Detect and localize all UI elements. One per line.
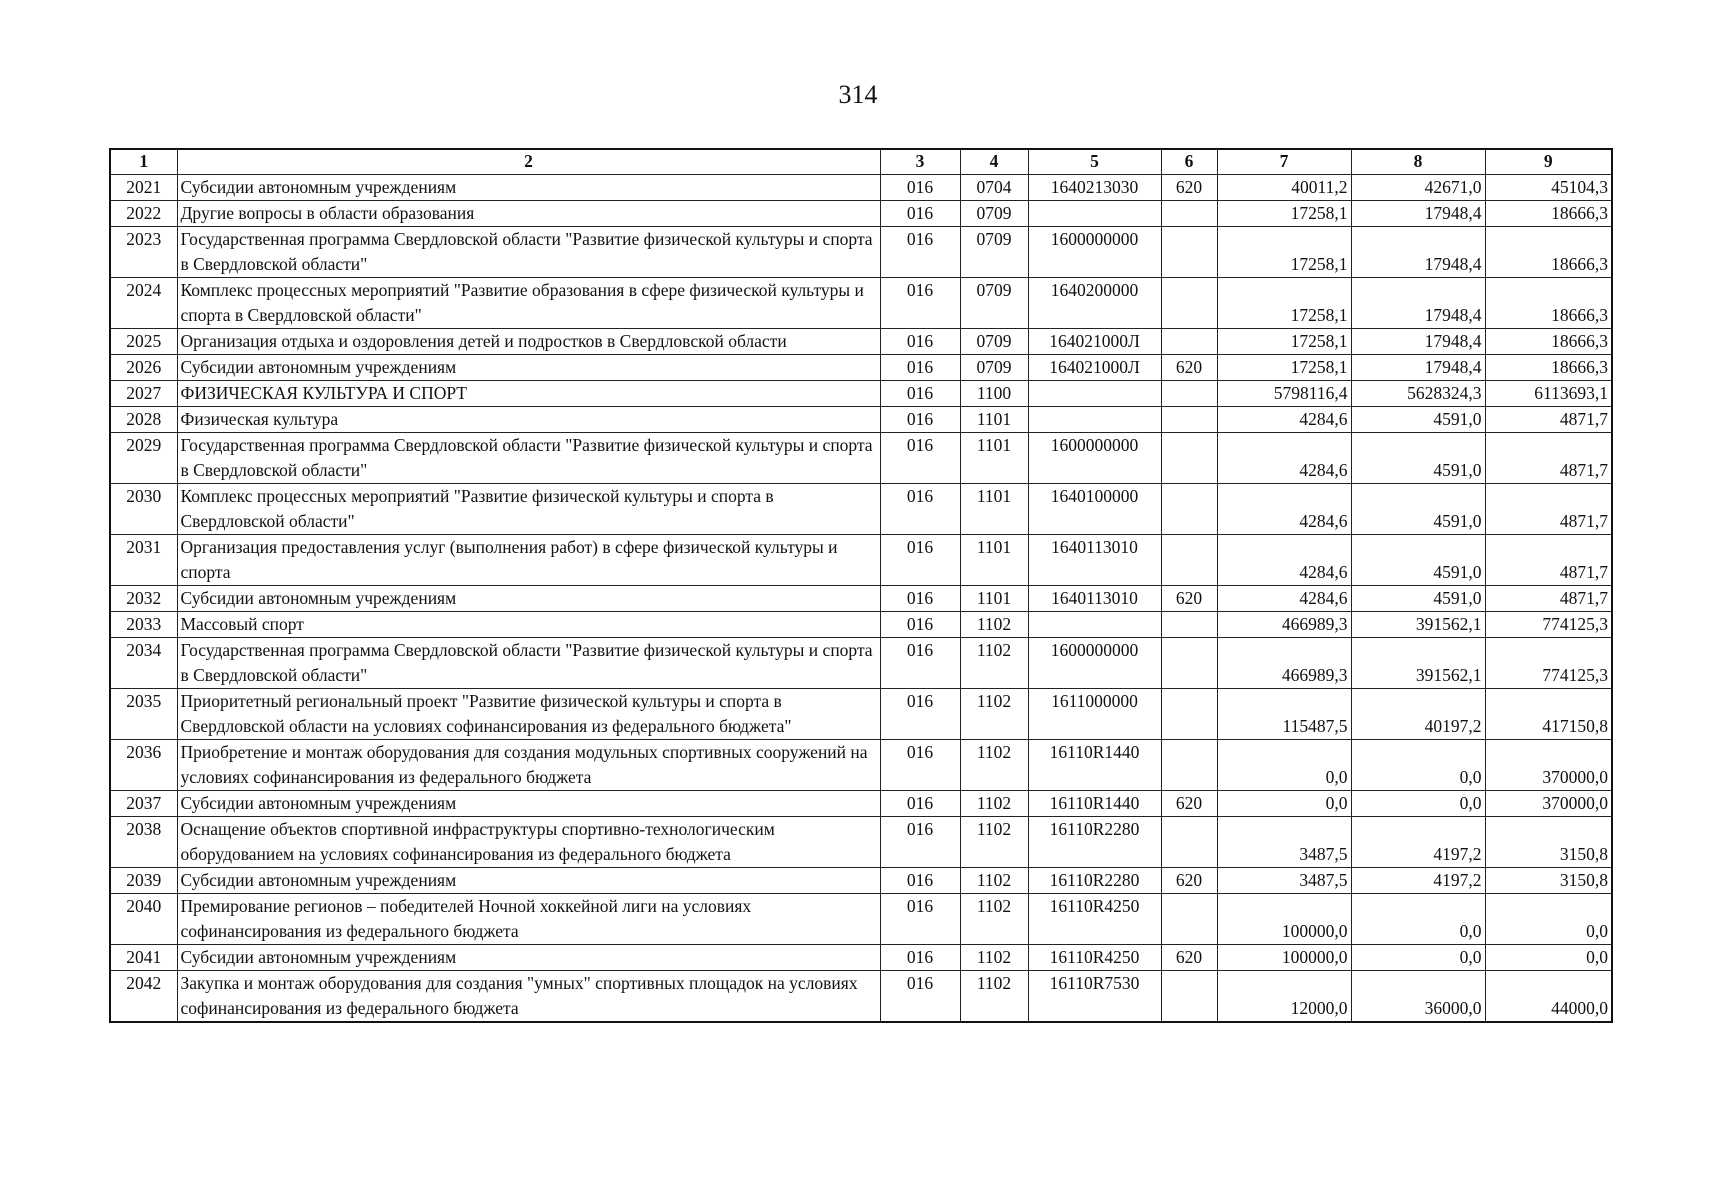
row-section-code: 1101 — [960, 484, 1028, 535]
row-value-col9: 18666,3 — [1485, 355, 1612, 381]
table-row — [110, 227, 1612, 278]
row-expense-type — [1161, 381, 1217, 407]
row-ministry-code: 016 — [880, 638, 960, 689]
row-target-code: 16110R4250 — [1028, 945, 1161, 971]
row-value-col8: 4591,0 — [1351, 433, 1485, 484]
row-value-col7: 17258,1 — [1217, 227, 1351, 278]
row-section-code: 1102 — [960, 791, 1028, 817]
row-number: 2023 — [110, 227, 177, 278]
row-value-col7: 466989,3 — [1217, 638, 1351, 689]
row-target-code: 16110R4250 — [1028, 894, 1161, 945]
row-name: Субсидии автономным учреждениям — [177, 868, 880, 894]
row-section-code: 1102 — [960, 612, 1028, 638]
row-expense-type — [1161, 407, 1217, 433]
table-row — [110, 278, 1612, 329]
row-number: 2030 — [110, 484, 177, 535]
row-value-col8: 0,0 — [1351, 945, 1485, 971]
col-header-5: 5 — [1028, 149, 1161, 175]
table-row — [110, 484, 1612, 535]
row-expense-type — [1161, 612, 1217, 638]
row-target-code: 1600000000 — [1028, 227, 1161, 278]
row-expense-type: 620 — [1161, 175, 1217, 201]
row-value-col9: 45104,3 — [1485, 175, 1612, 201]
row-number: 2025 — [110, 329, 177, 355]
table-row — [110, 612, 1612, 638]
col-header-6: 6 — [1161, 149, 1217, 175]
row-expense-type: 620 — [1161, 945, 1217, 971]
row-value-col9: 0,0 — [1485, 945, 1612, 971]
row-value-col7: 5798116,4 — [1217, 381, 1351, 407]
row-section-code: 0709 — [960, 227, 1028, 278]
row-ministry-code: 016 — [880, 329, 960, 355]
row-value-col9: 3150,8 — [1485, 868, 1612, 894]
row-value-col9: 4871,7 — [1485, 586, 1612, 612]
row-name: Массовый спорт — [177, 612, 880, 638]
row-value-col9: 18666,3 — [1485, 201, 1612, 227]
row-number: 2033 — [110, 612, 177, 638]
row-value-col7: 17258,1 — [1217, 329, 1351, 355]
table-row — [110, 689, 1612, 740]
row-target-code: 16110R1440 — [1028, 740, 1161, 791]
table-row — [110, 407, 1612, 433]
row-ministry-code: 016 — [880, 227, 960, 278]
row-value-col9: 774125,3 — [1485, 612, 1612, 638]
row-value-col8: 0,0 — [1351, 791, 1485, 817]
row-value-col8: 4591,0 — [1351, 535, 1485, 586]
row-value-col7: 17258,1 — [1217, 201, 1351, 227]
row-ministry-code: 016 — [880, 612, 960, 638]
row-value-col8: 5628324,3 — [1351, 381, 1485, 407]
row-expense-type — [1161, 740, 1217, 791]
row-name: Субсидии автономным учреждениям — [177, 355, 880, 381]
row-ministry-code: 016 — [880, 278, 960, 329]
row-ministry-code: 016 — [880, 433, 960, 484]
row-name: Оснащение объектов спортивной инфраструктуры спортивно-технологическим оборудованием на условиях софинансирования из федерального бюджета — [177, 817, 880, 868]
row-name: Субсидии автономным учреждениям — [177, 791, 880, 817]
row-name: Государственная программа Свердловской области "Развитие физической культуры и спорта в Свердловской области" — [177, 433, 880, 484]
col-header-3: 3 — [880, 149, 960, 175]
row-value-col9: 0,0 — [1485, 894, 1612, 945]
row-name: Субсидии автономным учреждениям — [177, 586, 880, 612]
row-expense-type: 620 — [1161, 586, 1217, 612]
row-value-col8: 4591,0 — [1351, 484, 1485, 535]
row-ministry-code: 016 — [880, 971, 960, 1023]
row-name: Государственная программа Свердловской области "Развитие физической культуры и спорта в Свердловской области" — [177, 227, 880, 278]
row-value-col7: 100000,0 — [1217, 894, 1351, 945]
row-ministry-code: 016 — [880, 945, 960, 971]
header-row — [110, 149, 1612, 175]
row-ministry-code: 016 — [880, 586, 960, 612]
row-value-col9: 370000,0 — [1485, 740, 1612, 791]
row-value-col7: 4284,6 — [1217, 484, 1351, 535]
row-expense-type — [1161, 894, 1217, 945]
row-section-code: 1101 — [960, 433, 1028, 484]
row-number: 2034 — [110, 638, 177, 689]
table-row — [110, 740, 1612, 791]
row-expense-type: 620 — [1161, 791, 1217, 817]
row-value-col8: 17948,4 — [1351, 278, 1485, 329]
row-name: Комплекс процессных мероприятий "Развитие физической культуры и спорта в Свердловской области" — [177, 484, 880, 535]
row-value-col8: 42671,0 — [1351, 175, 1485, 201]
row-number: 2038 — [110, 817, 177, 868]
row-value-col7: 40011,2 — [1217, 175, 1351, 201]
row-expense-type: 620 — [1161, 355, 1217, 381]
row-value-col7: 4284,6 — [1217, 586, 1351, 612]
row-number: 2028 — [110, 407, 177, 433]
row-section-code: 1101 — [960, 586, 1028, 612]
col-header-9: 9 — [1485, 149, 1612, 175]
row-number: 2039 — [110, 868, 177, 894]
page-number: 314 — [838, 80, 878, 109]
table-row — [110, 945, 1612, 971]
row-value-col9: 417150,8 — [1485, 689, 1612, 740]
table-row — [110, 355, 1612, 381]
row-section-code: 1102 — [960, 894, 1028, 945]
row-section-code: 1102 — [960, 689, 1028, 740]
row-expense-type — [1161, 433, 1217, 484]
row-ministry-code: 016 — [880, 484, 960, 535]
table-row — [110, 535, 1612, 586]
row-number: 2032 — [110, 586, 177, 612]
row-target-code: 1640213030 — [1028, 175, 1161, 201]
row-target-code — [1028, 407, 1161, 433]
row-target-code: 1600000000 — [1028, 433, 1161, 484]
table-body — [110, 175, 1612, 1023]
row-section-code: 1102 — [960, 868, 1028, 894]
row-ministry-code: 016 — [880, 868, 960, 894]
row-name: ФИЗИЧЕСКАЯ КУЛЬТУРА И СПОРТ — [177, 381, 880, 407]
row-value-col7: 3487,5 — [1217, 868, 1351, 894]
row-ministry-code: 016 — [880, 175, 960, 201]
row-target-code: 16110R1440 — [1028, 791, 1161, 817]
row-number: 2042 — [110, 971, 177, 1023]
row-target-code: 1600000000 — [1028, 638, 1161, 689]
row-expense-type — [1161, 689, 1217, 740]
row-name: Премирование регионов – победителей Ночной хоккейной лиги на условиях софинансирования из федерального бюджета — [177, 894, 880, 945]
row-value-col7: 4284,6 — [1217, 407, 1351, 433]
row-section-code: 0709 — [960, 201, 1028, 227]
table-row — [110, 201, 1612, 227]
row-value-col9: 18666,3 — [1485, 329, 1612, 355]
row-value-col7: 12000,0 — [1217, 971, 1351, 1023]
row-name: Комплекс процессных мероприятий "Развитие образования в сфере физической культуры и спорта в Свердловской области" — [177, 278, 880, 329]
table-row — [110, 638, 1612, 689]
row-ministry-code: 016 — [880, 894, 960, 945]
row-value-col7: 100000,0 — [1217, 945, 1351, 971]
col-header-2: 2 — [177, 149, 880, 175]
row-value-col9: 44000,0 — [1485, 971, 1612, 1023]
row-value-col8: 17948,4 — [1351, 201, 1485, 227]
table-row — [110, 381, 1612, 407]
row-name: Закупка и монтаж оборудования для создания "умных" спортивных площадок на условиях софинансирования из федерального бюджета — [177, 971, 880, 1023]
row-section-code: 0709 — [960, 355, 1028, 381]
row-value-col8: 4591,0 — [1351, 407, 1485, 433]
row-value-col8: 36000,0 — [1351, 971, 1485, 1023]
row-value-col7: 17258,1 — [1217, 278, 1351, 329]
table-row — [110, 868, 1612, 894]
row-section-code: 1102 — [960, 945, 1028, 971]
row-section-code: 1102 — [960, 817, 1028, 868]
row-value-col7: 115487,5 — [1217, 689, 1351, 740]
row-value-col8: 4197,2 — [1351, 817, 1485, 868]
table-row — [110, 894, 1612, 945]
row-section-code: 1102 — [960, 740, 1028, 791]
row-ministry-code: 016 — [880, 201, 960, 227]
row-ministry-code: 016 — [880, 535, 960, 586]
col-header-7: 7 — [1217, 149, 1351, 175]
row-name: Организация предоставления услуг (выполнения работ) в сфере физической культуры и спорта — [177, 535, 880, 586]
row-expense-type — [1161, 817, 1217, 868]
row-expense-type — [1161, 278, 1217, 329]
row-value-col8: 17948,4 — [1351, 355, 1485, 381]
row-expense-type — [1161, 535, 1217, 586]
table-row — [110, 433, 1612, 484]
row-section-code: 1102 — [960, 638, 1028, 689]
row-expense-type — [1161, 971, 1217, 1023]
row-value-col7: 0,0 — [1217, 740, 1351, 791]
table-row — [110, 175, 1612, 201]
row-name: Другие вопросы в области образования — [177, 201, 880, 227]
row-target-code: 1611000000 — [1028, 689, 1161, 740]
row-target-code: 1640100000 — [1028, 484, 1161, 535]
row-target-code: 1640200000 — [1028, 278, 1161, 329]
row-value-col9: 370000,0 — [1485, 791, 1612, 817]
row-target-code: 164021000Л — [1028, 355, 1161, 381]
row-target-code — [1028, 612, 1161, 638]
row-value-col7: 3487,5 — [1217, 817, 1351, 868]
row-expense-type — [1161, 329, 1217, 355]
row-value-col9: 4871,7 — [1485, 433, 1612, 484]
row-name: Приоритетный региональный проект "Развитие физической культуры и спорта в Свердловской области на условиях софинансирования из федерального бюджета" — [177, 689, 880, 740]
row-target-code: 16110R2280 — [1028, 817, 1161, 868]
row-name: Государственная программа Свердловской области "Развитие физической культуры и спорта в Свердловской области" — [177, 638, 880, 689]
row-target-code: 16110R2280 — [1028, 868, 1161, 894]
row-name: Физическая культура — [177, 407, 880, 433]
row-number: 2021 — [110, 175, 177, 201]
row-name: Приобретение и монтаж оборудования для создания модульных спортивных сооружений на условиях софинансирования из федерального бюджета — [177, 740, 880, 791]
row-value-col8: 0,0 — [1351, 894, 1485, 945]
row-number: 2022 — [110, 201, 177, 227]
row-number: 2036 — [110, 740, 177, 791]
row-section-code: 0709 — [960, 278, 1028, 329]
row-value-col8: 4591,0 — [1351, 586, 1485, 612]
row-name: Субсидии автономным учреждениям — [177, 945, 880, 971]
row-section-code: 0704 — [960, 175, 1028, 201]
col-header-4: 4 — [960, 149, 1028, 175]
row-expense-type — [1161, 638, 1217, 689]
row-target-code: 1640113010 — [1028, 586, 1161, 612]
row-value-col8: 391562,1 — [1351, 612, 1485, 638]
row-value-col7: 466989,3 — [1217, 612, 1351, 638]
budget-table — [109, 148, 1613, 1023]
table-row — [110, 971, 1612, 1023]
row-value-col9: 774125,3 — [1485, 638, 1612, 689]
row-section-code: 1102 — [960, 971, 1028, 1023]
row-name: Субсидии автономным учреждениям — [177, 175, 880, 201]
row-ministry-code: 016 — [880, 407, 960, 433]
row-value-col9: 6113693,1 — [1485, 381, 1612, 407]
row-target-code: 1640113010 — [1028, 535, 1161, 586]
row-target-code: 164021000Л — [1028, 329, 1161, 355]
budget-table-container — [109, 148, 1611, 1023]
row-value-col9: 18666,3 — [1485, 278, 1612, 329]
row-ministry-code: 016 — [880, 791, 960, 817]
row-target-code — [1028, 201, 1161, 227]
row-section-code: 1100 — [960, 381, 1028, 407]
row-number: 2041 — [110, 945, 177, 971]
row-number: 2031 — [110, 535, 177, 586]
row-ministry-code: 016 — [880, 817, 960, 868]
row-number: 2029 — [110, 433, 177, 484]
row-value-col9: 4871,7 — [1485, 484, 1612, 535]
row-expense-type — [1161, 201, 1217, 227]
row-value-col8: 40197,2 — [1351, 689, 1485, 740]
row-value-col8: 17948,4 — [1351, 329, 1485, 355]
row-section-code: 1101 — [960, 535, 1028, 586]
row-number: 2024 — [110, 278, 177, 329]
table-row — [110, 817, 1612, 868]
row-expense-type — [1161, 227, 1217, 278]
table-row — [110, 791, 1612, 817]
row-target-code: 16110R7530 — [1028, 971, 1161, 1023]
col-header-1: 1 — [110, 149, 177, 175]
row-value-col8: 0,0 — [1351, 740, 1485, 791]
row-number: 2035 — [110, 689, 177, 740]
row-expense-type — [1161, 484, 1217, 535]
col-header-8: 8 — [1351, 149, 1485, 175]
row-section-code: 0709 — [960, 329, 1028, 355]
row-number: 2037 — [110, 791, 177, 817]
row-ministry-code: 016 — [880, 381, 960, 407]
row-value-col9: 4871,7 — [1485, 535, 1612, 586]
row-expense-type: 620 — [1161, 868, 1217, 894]
row-section-code: 1101 — [960, 407, 1028, 433]
table-row — [110, 329, 1612, 355]
row-value-col7: 4284,6 — [1217, 535, 1351, 586]
row-value-col7: 0,0 — [1217, 791, 1351, 817]
row-name: Организация отдыха и оздоровления детей и подростков в Свердловской области — [177, 329, 880, 355]
row-value-col9: 18666,3 — [1485, 227, 1612, 278]
row-ministry-code: 016 — [880, 355, 960, 381]
row-value-col7: 4284,6 — [1217, 433, 1351, 484]
row-value-col8: 17948,4 — [1351, 227, 1485, 278]
row-number: 2026 — [110, 355, 177, 381]
row-value-col9: 4871,7 — [1485, 407, 1612, 433]
table-row — [110, 586, 1612, 612]
row-value-col9: 3150,8 — [1485, 817, 1612, 868]
row-ministry-code: 016 — [880, 740, 960, 791]
row-target-code — [1028, 381, 1161, 407]
row-number: 2040 — [110, 894, 177, 945]
row-number: 2027 — [110, 381, 177, 407]
row-value-col8: 391562,1 — [1351, 638, 1485, 689]
row-value-col8: 4197,2 — [1351, 868, 1485, 894]
row-value-col7: 17258,1 — [1217, 355, 1351, 381]
row-ministry-code: 016 — [880, 689, 960, 740]
